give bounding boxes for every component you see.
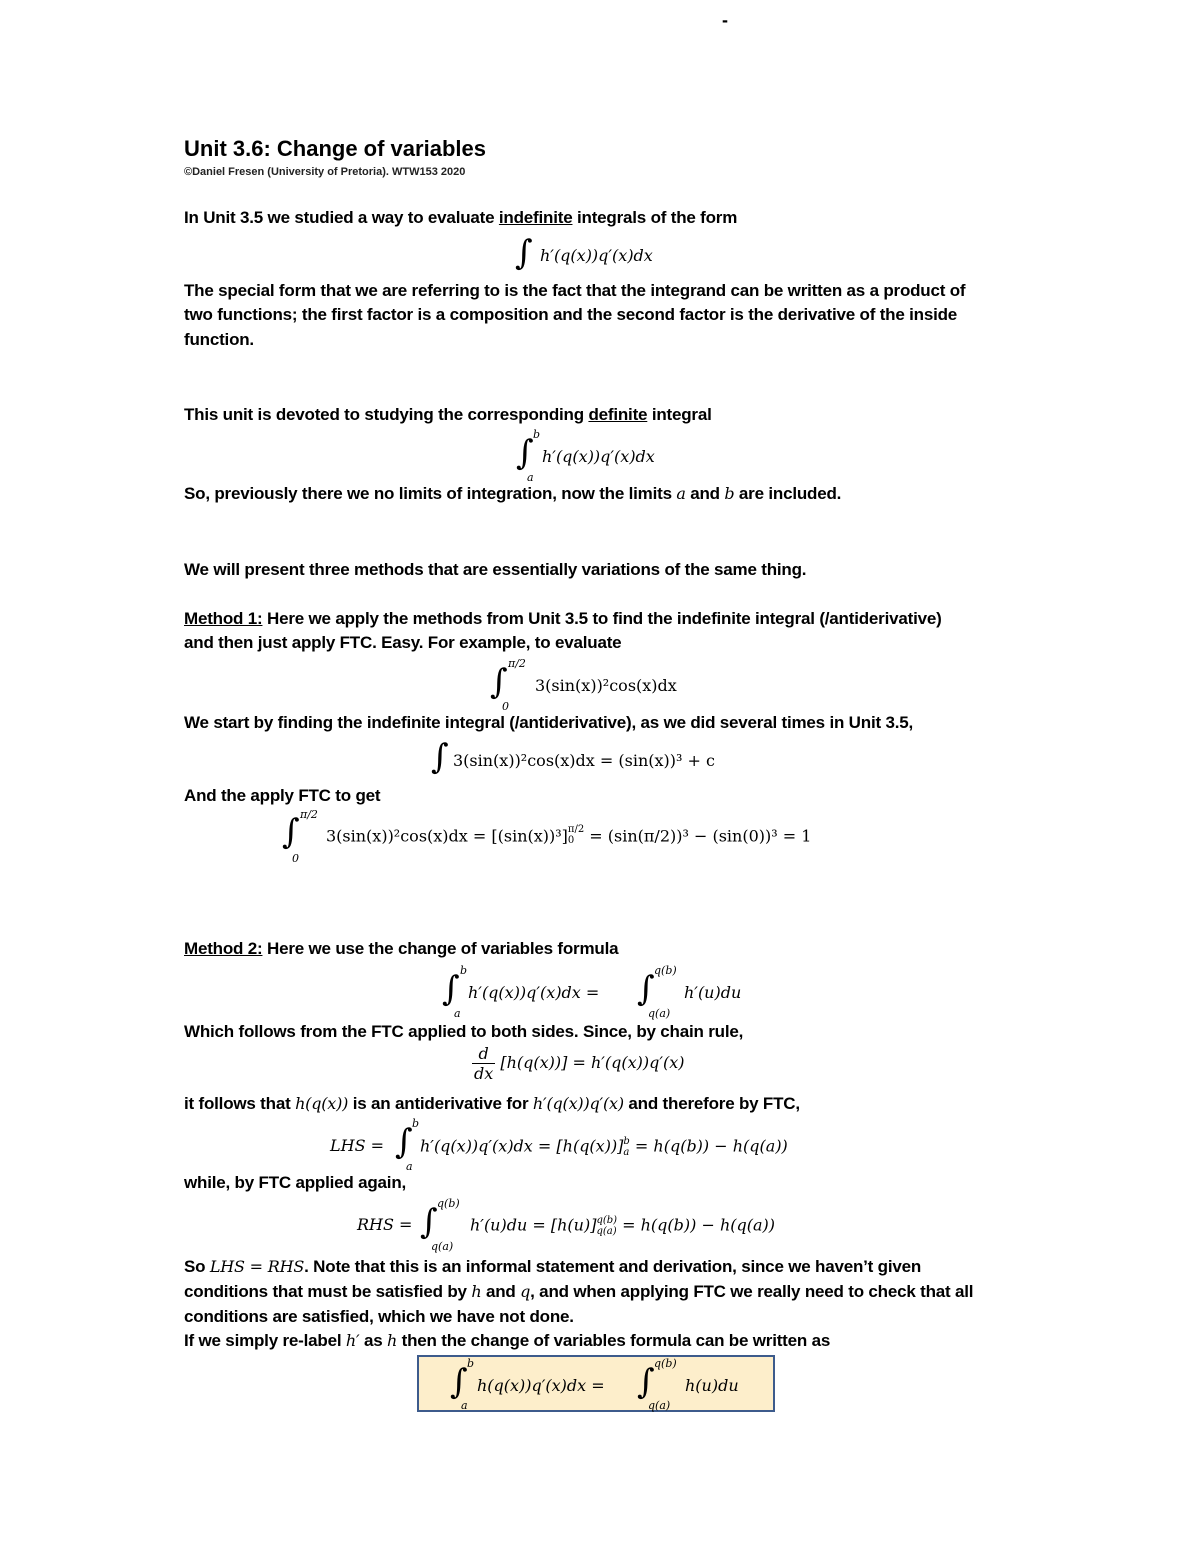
lower-limit: a: [461, 1399, 468, 1412]
text: So, previously there we no limits of integration, now the limits: [184, 484, 677, 503]
text: are included.: [734, 484, 842, 503]
lower-limit: q(a): [648, 1399, 671, 1412]
header-mark: -: [722, 10, 728, 30]
eq-sub: q(a): [596, 1226, 617, 1237]
text: . Note that this is an informal statement and derivation, since we haven’t given: [304, 1257, 922, 1276]
text: If we simply re-label: [184, 1331, 346, 1350]
text: it follows that: [184, 1094, 296, 1113]
integral-sign: ∫: [516, 433, 534, 473]
paragraph-line: while, by FTC applied again,: [184, 1173, 407, 1192]
eq-part: = h(q(b)) − h(q(a)): [629, 1136, 788, 1156]
paragraph-line: two functions; the first factor is a composition and the second factor is the derivative of the inside: [184, 305, 958, 324]
method2-label: Method 2:: [184, 939, 263, 958]
method2-line6: [184, 1282, 973, 1302]
upper-limit: q(b): [654, 964, 677, 977]
paragraph-line: The special form that we are referring to is the fact that the integrand can be written as a product of: [184, 281, 966, 300]
integral-sign: ∫: [395, 1122, 413, 1162]
equation-rhs: [470, 1215, 775, 1237]
equation-indefinite-integral: h′(q(x))q′(x)dx: [540, 246, 653, 265]
intro-text: In Unit 3.5 we studied a way to evaluate: [184, 208, 499, 227]
equation-lhs: [420, 1136, 788, 1158]
eq-part: h′(q(x))q′(x)dx = [h(q(x))]: [420, 1136, 624, 1156]
lower-limit: q(a): [648, 1007, 671, 1020]
text: Here we use the change of variables formula: [262, 939, 619, 958]
eq-sup: q(b): [596, 1215, 618, 1226]
inline-math: LHS = RHS: [209, 1257, 305, 1276]
frac-numerator: d: [472, 1044, 495, 1064]
paragraph-line: conditions are satisfied, which we have not done.: [184, 1307, 574, 1326]
eq-part: [h(q(x))] = h′(q(x))q′(x): [500, 1053, 685, 1072]
equation-boxed-right: h(u)du: [685, 1376, 739, 1395]
method2-line5: [184, 1257, 921, 1277]
eq-part: h′(u)du = [h(u)]: [470, 1215, 597, 1235]
integral-sign: ∫: [490, 662, 508, 702]
upper-limit: b: [533, 428, 541, 441]
integral-sign: ∫: [450, 1362, 468, 1402]
intro-text-end: integrals of the form: [572, 208, 738, 227]
method2-line1: [184, 939, 618, 959]
equation-ftc-evaluation: [326, 826, 811, 848]
upper-limit: π/2: [300, 808, 318, 821]
lower-limit: 0: [502, 700, 509, 713]
eq-sup: π/2: [567, 824, 585, 835]
upper-limit: π/2: [508, 657, 526, 670]
paragraph-line: Which follows from the FTC applied to both sides. Since, by chain rule,: [184, 1022, 744, 1041]
eq-part: = (sin(π/2))³ − (sin(0))³ = 1: [584, 826, 812, 846]
inline-math: h: [471, 1282, 482, 1301]
equation-lhs-label: LHS =: [330, 1136, 385, 1155]
inline-math: h′: [345, 1331, 360, 1350]
text: is an antiderivative for: [348, 1094, 533, 1113]
equation-chain-rule: [472, 1044, 685, 1083]
integral-sign: ∫: [431, 737, 449, 777]
text: then the change of variables formula can be written as: [397, 1331, 831, 1350]
integral-sign: ∫: [420, 1202, 438, 1242]
lower-limit: a: [406, 1160, 413, 1173]
integral-sign: ∫: [637, 969, 655, 1009]
text: , and when applying FTC we really need to check that all: [530, 1282, 974, 1301]
eq-part: = h(q(b)) − h(q(a)): [617, 1215, 776, 1235]
lower-limit: 0: [292, 852, 299, 865]
underlined-word-indefinite: indefinite: [498, 208, 573, 227]
method1-label: Method 1:: [184, 609, 263, 628]
paragraph-line: And the apply FTC to get: [184, 786, 381, 805]
intro-text: This unit is devoted to studying the corresponding: [184, 405, 589, 424]
eq-sub: 0: [567, 835, 575, 846]
equation-change-of-variables-right: h′(u)du: [684, 983, 742, 1002]
lower-limit: a: [527, 471, 534, 484]
method2-line3: [184, 1094, 800, 1114]
equation-boxed-left: h(q(x))q′(x)dx =: [477, 1376, 605, 1395]
paragraph-line: We start by finding the indefinite integral (/antiderivative), as we did several times in Unit 3.5,: [184, 713, 914, 732]
paragraph-line: We will present three methods that are essentially variations of the same thing.: [184, 560, 807, 579]
math-var-b: b: [724, 484, 735, 503]
eq-sub: a: [623, 1147, 630, 1158]
lower-limit: q(a): [431, 1240, 454, 1253]
page-title: Unit 3.6: Change of variables: [184, 136, 486, 161]
math-var-a: a: [676, 484, 686, 503]
integral-sign: ∫: [442, 969, 460, 1009]
upper-limit: q(b): [437, 1197, 460, 1210]
intro-paragraph-3: [184, 405, 712, 425]
text: and: [685, 484, 725, 503]
intro-paragraph-1: [184, 208, 737, 228]
paragraph-line: and then just apply FTC. Easy. For example, to evaluate: [184, 633, 622, 652]
lower-limit: a: [454, 1007, 461, 1020]
inline-math: h(q(x)): [295, 1094, 349, 1113]
text: conditions that must be satisfied by: [184, 1282, 472, 1301]
equation-rhs-label: RHS =: [357, 1215, 413, 1234]
copyright-line: ©Daniel Fresen (University of Pretoria). WTW153 2020: [184, 166, 466, 178]
integral-sign: ∫: [282, 812, 300, 852]
integral-sign: ∫: [637, 1362, 655, 1402]
equation-antiderivative: 3(sin(x))²cos(x)dx = (sin(x))³ + c: [453, 751, 715, 770]
inline-math: h′(q(x))q′(x): [532, 1094, 624, 1113]
upper-limit: b: [412, 1117, 420, 1130]
derivative-fraction: [472, 1044, 495, 1083]
equation-example-integral: 3(sin(x))²cos(x)dx: [535, 676, 677, 695]
inline-math: q: [520, 1282, 531, 1301]
equation-definite-integral: h′(q(x))q′(x)dx: [542, 447, 655, 466]
intro-paragraph-4: [184, 484, 841, 504]
frac-denominator: dx: [474, 1064, 494, 1083]
text: and: [481, 1282, 521, 1301]
method2-line8: [184, 1331, 830, 1351]
inline-math: h: [387, 1331, 398, 1350]
eq-part: 3(sin(x))²cos(x)dx = [(sin(x))³]: [326, 826, 568, 846]
upper-limit: b: [460, 964, 468, 977]
upper-limit: b: [467, 1357, 475, 1370]
equation-change-of-variables-left: h′(q(x))q′(x)dx =: [468, 983, 600, 1002]
eq-sup: b: [623, 1136, 630, 1147]
integral-sign: ∫: [515, 233, 533, 273]
text: as: [359, 1331, 387, 1350]
text: Here we apply the methods from Unit 3.5 to find the indefinite integral (/antiderivative): [262, 609, 942, 628]
intro-text-end: integral: [647, 405, 712, 424]
underlined-word-definite: definite: [588, 405, 648, 424]
text: So: [184, 1257, 210, 1276]
method1-line1: [184, 609, 942, 629]
upper-limit: q(b): [654, 1357, 677, 1370]
text: and therefore by FTC,: [623, 1094, 800, 1113]
paragraph-line: function.: [184, 330, 254, 349]
